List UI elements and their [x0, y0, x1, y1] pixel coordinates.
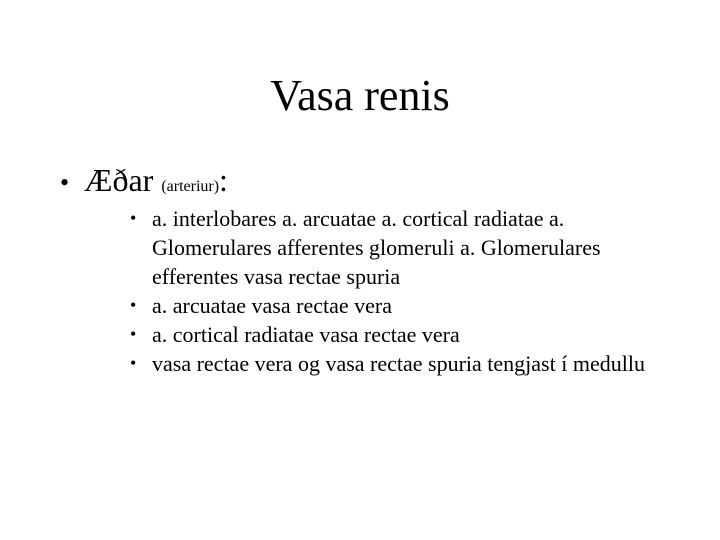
slide-title: Vasa renis	[270, 71, 450, 120]
sub-bullet-text: a. arcuatae vasa rectae vera	[152, 293, 392, 318]
sub-bullet-text: a. cortical radiatae vasa rectae vera	[152, 322, 460, 347]
sub-bullet	[130, 291, 670, 320]
bullet-icon: •	[130, 295, 137, 315]
sub-bullet-text: a. interlobares a. arcuatae a. cortical radiatae a. Glomerulares afferentes glomeruli a. Glomerulares efferentes vasa rectae spuria	[152, 206, 601, 289]
main-bullet-note: (arteriur)	[161, 178, 220, 195]
bullet-icon: •	[130, 324, 137, 344]
main-bullet	[60, 160, 228, 207]
main-bullet-text: Æðar	[84, 162, 154, 198]
main-bullet-suffix: :	[219, 162, 228, 198]
sub-bullet	[130, 204, 670, 291]
sub-bullet	[130, 349, 670, 378]
sub-bullet-text: vasa rectae vera og vasa rectae spuria tengjast í medullu	[152, 351, 645, 376]
sub-bullet	[130, 320, 670, 349]
sub-bullet-list	[130, 204, 670, 378]
bullet-icon: •	[130, 208, 137, 228]
bullet-icon: •	[130, 353, 137, 373]
bullet-icon: •	[60, 168, 70, 197]
